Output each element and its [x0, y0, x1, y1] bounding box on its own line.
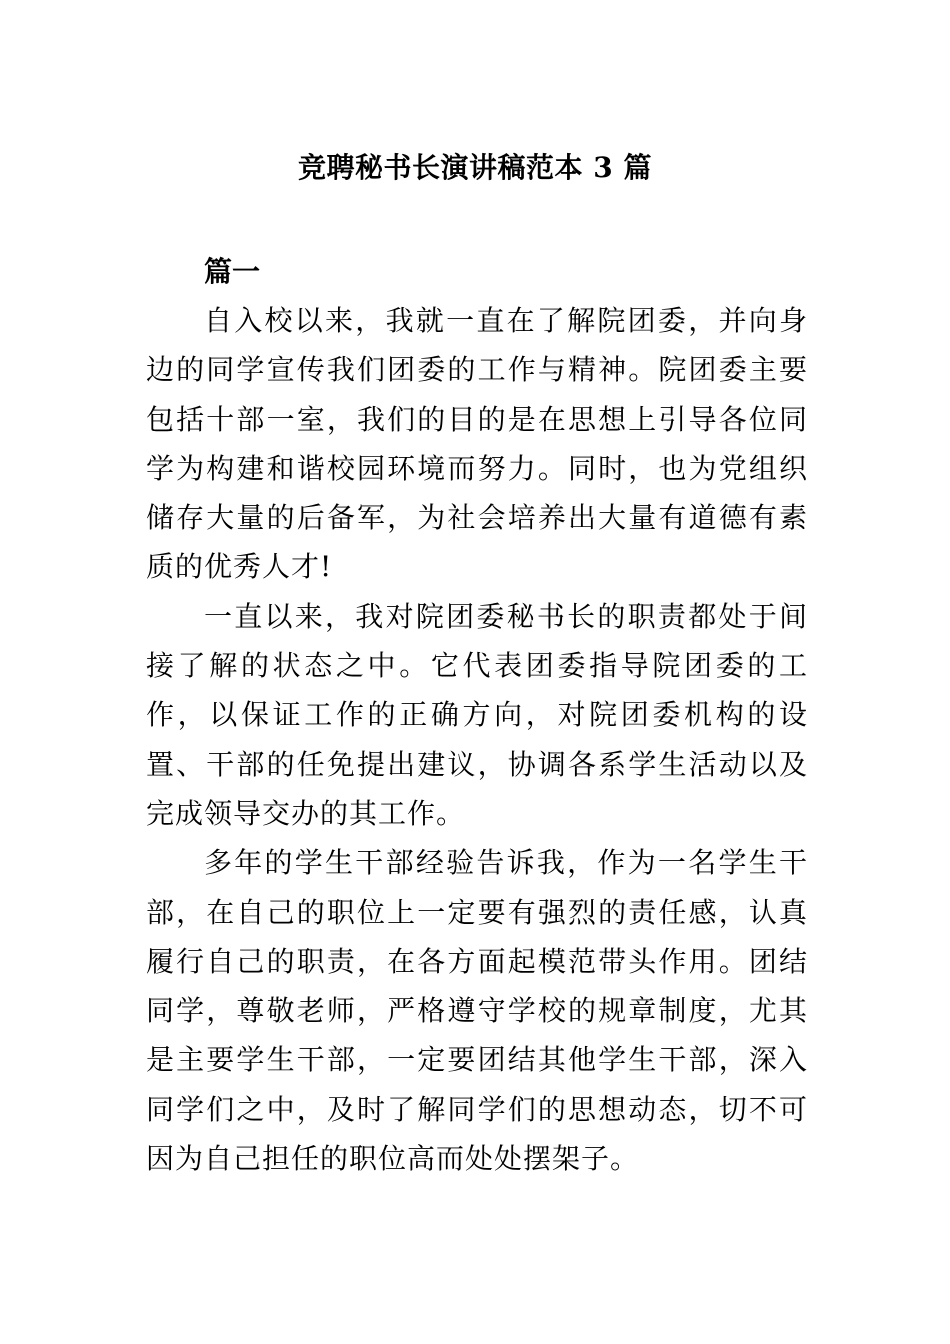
document-body — [146, 248, 808, 1183]
paragraph: 多年的学生干部经验告诉我，作为一名学生干部，在自己的职位上一定要有强烈的责任感，认真履行自己的职责，在各方面起模范带头作用。团结同学，尊敬老师，严格遵守学校的规章制度，尤其是主要学生干部，一定要团结其他学生干部，深入同学们之中，及时了解同学们的思想动态，切不可因为自己担任的职位高而处处摆架子。 — [146, 846, 808, 1176]
document-title: 竞聘秘书长演讲稿范本 3 篇 — [298, 151, 652, 184]
paragraph: 自入校以来，我就一直在了解院团委，并向身边的同学宣传我们团委的工作与精神。院团委主要包括十部一室，我们的目的是在思想上引导各位同学为构建和谐校园环境而努力。同时，也为党组织储存大量的后备军，为社会培养出大量有道德有素质的优秀人才! — [146, 304, 808, 584]
section-heading: 篇一 — [204, 255, 261, 288]
paragraph: 一直以来，我对院团委秘书长的职责都处于间接了解的状态之中。它代表团委指导院团委的工作，以保证工作的正确方向，对院团委机构的设置、干部的任免提出建议，协调各系学生活动以及完成领导交办的其工作。 — [146, 599, 808, 830]
